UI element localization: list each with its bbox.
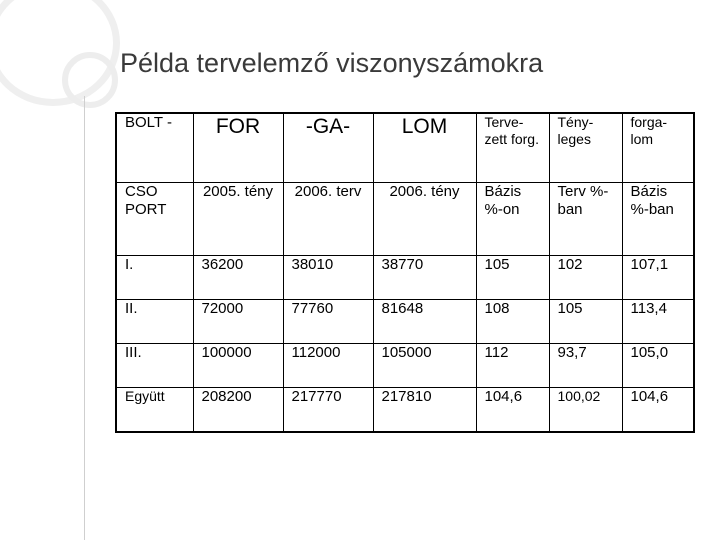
header-cell: Terv %-ban xyxy=(549,183,622,256)
header-cell: Bázis %-ban xyxy=(622,183,694,256)
table-cell: 81648 xyxy=(373,300,476,344)
table-cell: 100000 xyxy=(193,344,283,388)
header-cell: BOLT - xyxy=(116,113,193,183)
table-cell: 72000 xyxy=(193,300,283,344)
table-cell: 108 xyxy=(476,300,549,344)
table-cell: 217770 xyxy=(283,388,373,433)
table-cell: 100,02 xyxy=(549,388,622,433)
table-row xyxy=(116,300,694,344)
table-cell: 102 xyxy=(549,256,622,300)
header-cell: CSO PORT xyxy=(116,183,193,256)
decorative-ring-inner xyxy=(62,52,118,108)
table-row xyxy=(116,344,694,388)
header-cell: LOM xyxy=(373,113,476,183)
table-cell: 113,4 xyxy=(622,300,694,344)
table-cell: 105 xyxy=(476,256,549,300)
table-cell: 93,7 xyxy=(549,344,622,388)
table-row xyxy=(116,256,694,300)
header-cell: 2006. tény xyxy=(373,183,476,256)
table-cell: 104,6 xyxy=(476,388,549,433)
table-header-row-1 xyxy=(116,113,694,183)
table-cell: 36200 xyxy=(193,256,283,300)
decorative-vertical-line xyxy=(84,96,85,540)
table-cell: 107,1 xyxy=(622,256,694,300)
header-cell: -GA- xyxy=(283,113,373,183)
row-label: III. xyxy=(116,344,193,388)
table-cell: 38010 xyxy=(283,256,373,300)
header-cell: forga-lom xyxy=(622,113,694,183)
table-cell: 217810 xyxy=(373,388,476,433)
table-cell: 104,6 xyxy=(622,388,694,433)
table-row-total xyxy=(116,388,694,433)
header-cell: Terve-zett forg. xyxy=(476,113,549,183)
header-cell: 2005. tény xyxy=(193,183,283,256)
table-cell: 112 xyxy=(476,344,549,388)
row-label: I. xyxy=(116,256,193,300)
slide-title: Példa tervelemző viszonyszámokra xyxy=(120,48,544,78)
table-cell: 105 xyxy=(549,300,622,344)
table-cell: 105000 xyxy=(373,344,476,388)
table-cell: 38770 xyxy=(373,256,476,300)
table-header-row-2 xyxy=(116,183,694,256)
row-label: Együtt xyxy=(116,388,193,433)
table-cell: 112000 xyxy=(283,344,373,388)
table-cell: 105,0 xyxy=(622,344,694,388)
table-cell: 77760 xyxy=(283,300,373,344)
header-cell: FOR xyxy=(193,113,283,183)
header-cell: Tény-leges xyxy=(549,113,622,183)
header-cell: Bázis %-on xyxy=(476,183,549,256)
table-cell: 208200 xyxy=(193,388,283,433)
row-label: II. xyxy=(116,300,193,344)
data-table xyxy=(115,112,695,433)
header-cell: 2006. terv xyxy=(283,183,373,256)
